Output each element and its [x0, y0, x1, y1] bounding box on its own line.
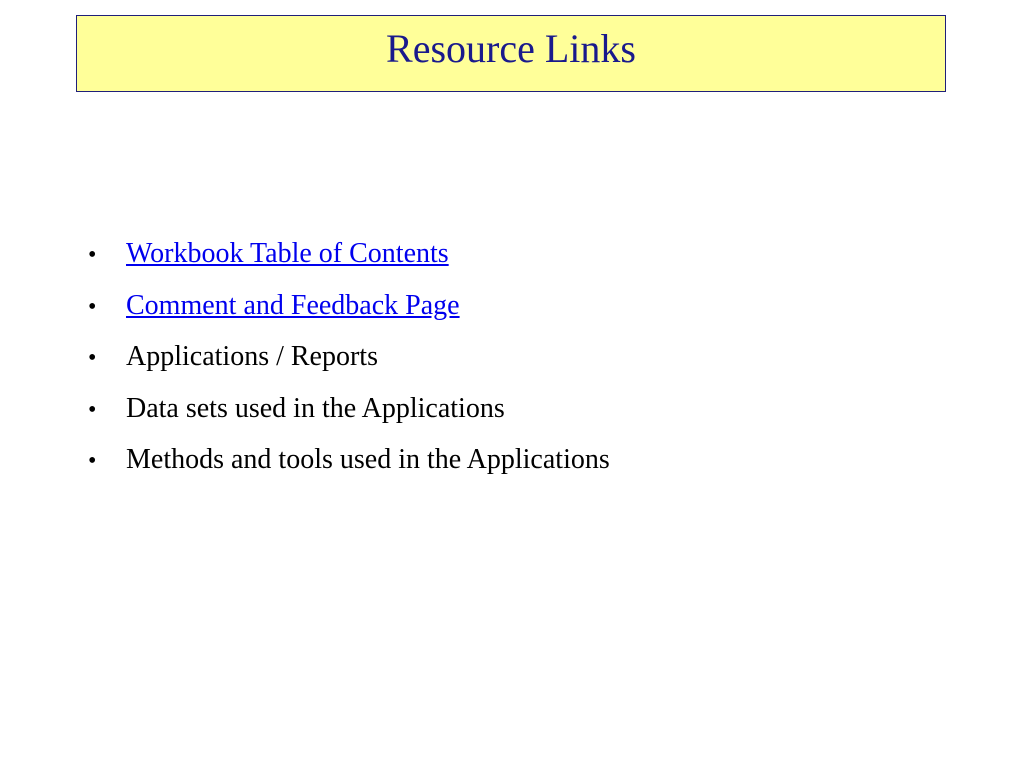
title-banner	[76, 15, 946, 92]
bullet-icon: •	[88, 293, 97, 320]
bullet-icon: •	[88, 345, 97, 371]
methods-tools-text: Methods and tools used in the Applications	[126, 444, 610, 475]
bullet-icon: •	[88, 448, 97, 474]
resource-list	[88, 229, 610, 487]
workbook-toc-link[interactable]: Workbook Table of Contents	[126, 238, 449, 269]
list-item-methods-tools	[88, 435, 610, 487]
bullet-icon: •	[88, 242, 97, 268]
feedback-page-link[interactable]: Comment and Feedback Page	[126, 289, 460, 321]
data-sets-text: Data sets used in the Applications	[126, 392, 505, 424]
list-item-data-sets	[88, 384, 610, 436]
list-item-feedback-page	[88, 281, 610, 333]
applications-reports-text: Applications / Reports	[126, 341, 378, 372]
slide-title: Resource Links	[386, 25, 636, 71]
bullet-icon: •	[88, 396, 97, 423]
list-item-applications-reports	[88, 332, 610, 384]
list-item-workbook-toc	[88, 229, 610, 281]
